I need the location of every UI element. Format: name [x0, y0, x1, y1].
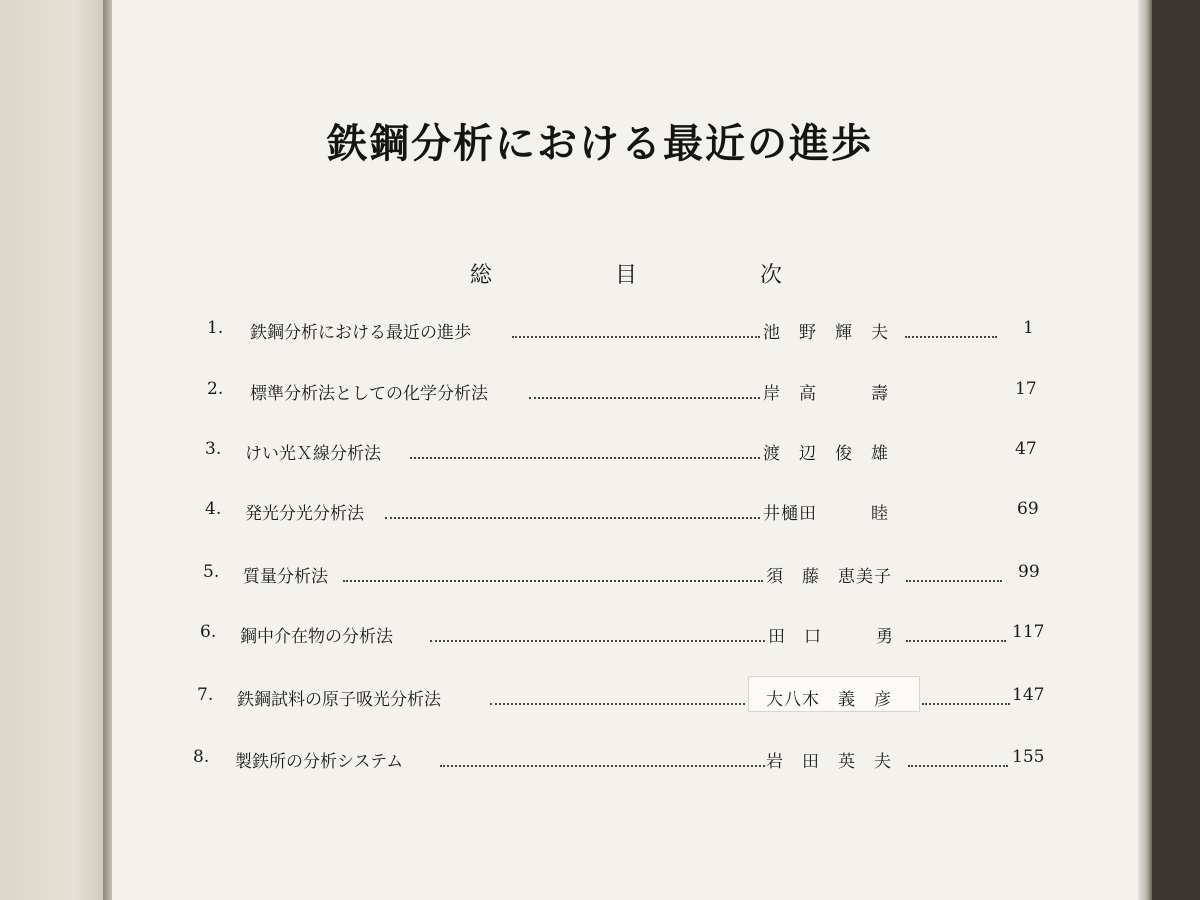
entry-author: 岸 高 壽 — [763, 384, 889, 404]
entry-page: 155 — [1012, 747, 1045, 767]
dot-leader — [343, 580, 763, 582]
entry-author: 須 藤 恵美子 — [766, 567, 892, 587]
dot-leader — [385, 517, 760, 519]
dot-leader — [905, 336, 997, 338]
entry-title: 質量分析法 — [243, 567, 328, 587]
toc-entry — [0, 499, 1200, 529]
entry-page: 147 — [1012, 685, 1045, 705]
dot-leader — [490, 703, 745, 705]
entry-number: 2. — [207, 379, 224, 399]
entry-title: 標準分析法としての化学分析法 — [250, 384, 488, 404]
entry-number: 4. — [205, 499, 222, 519]
entry-page: 99 — [1018, 562, 1040, 582]
entry-title: 製鉄所の分析システム — [235, 752, 404, 772]
entry-number: 8. — [193, 747, 210, 767]
entry-number: 1. — [207, 318, 224, 338]
dot-leader — [922, 703, 1010, 705]
entry-number: 5. — [203, 562, 220, 582]
toc-entry — [0, 318, 1200, 348]
entry-author: 井樋田 睦 — [763, 504, 889, 524]
entry-title: けい光Ｘ線分析法 — [245, 444, 381, 464]
toc-entry — [0, 685, 1200, 715]
entry-page: 17 — [1015, 379, 1037, 399]
page-title: 鉄鋼分析における最近の進歩 — [327, 120, 873, 167]
dot-leader — [440, 765, 765, 767]
dot-leader — [430, 640, 765, 642]
dot-leader — [906, 640, 1006, 642]
dot-leader — [410, 457, 760, 459]
entry-title: 鋼中介在物の分析法 — [240, 627, 393, 647]
entry-title: 鉄鋼分析における最近の進歩 — [250, 323, 471, 343]
dot-leader — [529, 397, 760, 399]
entry-author: 岩 田 英 夫 — [766, 752, 892, 772]
entry-author: 田 口 勇 — [768, 627, 894, 647]
toc-entry — [0, 622, 1200, 652]
toc-entry — [0, 439, 1200, 469]
entry-title: 発光分光分析法 — [245, 504, 364, 524]
dot-leader — [512, 336, 760, 338]
entry-title: 鉄鋼試料の原子吸光分析法 — [237, 690, 441, 710]
entry-page: 1 — [1023, 318, 1034, 338]
toc-entry — [0, 379, 1200, 409]
entry-number: 7. — [197, 685, 214, 705]
entry-author: 池 野 輝 夫 — [763, 323, 889, 343]
entry-author: 渡 辺 俊 雄 — [763, 444, 889, 464]
entry-number: 6. — [200, 622, 217, 642]
entry-number: 3. — [205, 439, 222, 459]
entry-author: 大八木 義 彦 — [766, 690, 892, 710]
toc-entry — [0, 562, 1200, 592]
dot-leader — [906, 580, 1002, 582]
entry-page: 69 — [1017, 499, 1039, 519]
dot-leader — [908, 765, 1008, 767]
entry-page: 47 — [1015, 439, 1037, 459]
toc-entry — [0, 747, 1200, 777]
entry-page: 117 — [1012, 622, 1045, 642]
toc-heading: 総 目 次 — [470, 263, 840, 288]
